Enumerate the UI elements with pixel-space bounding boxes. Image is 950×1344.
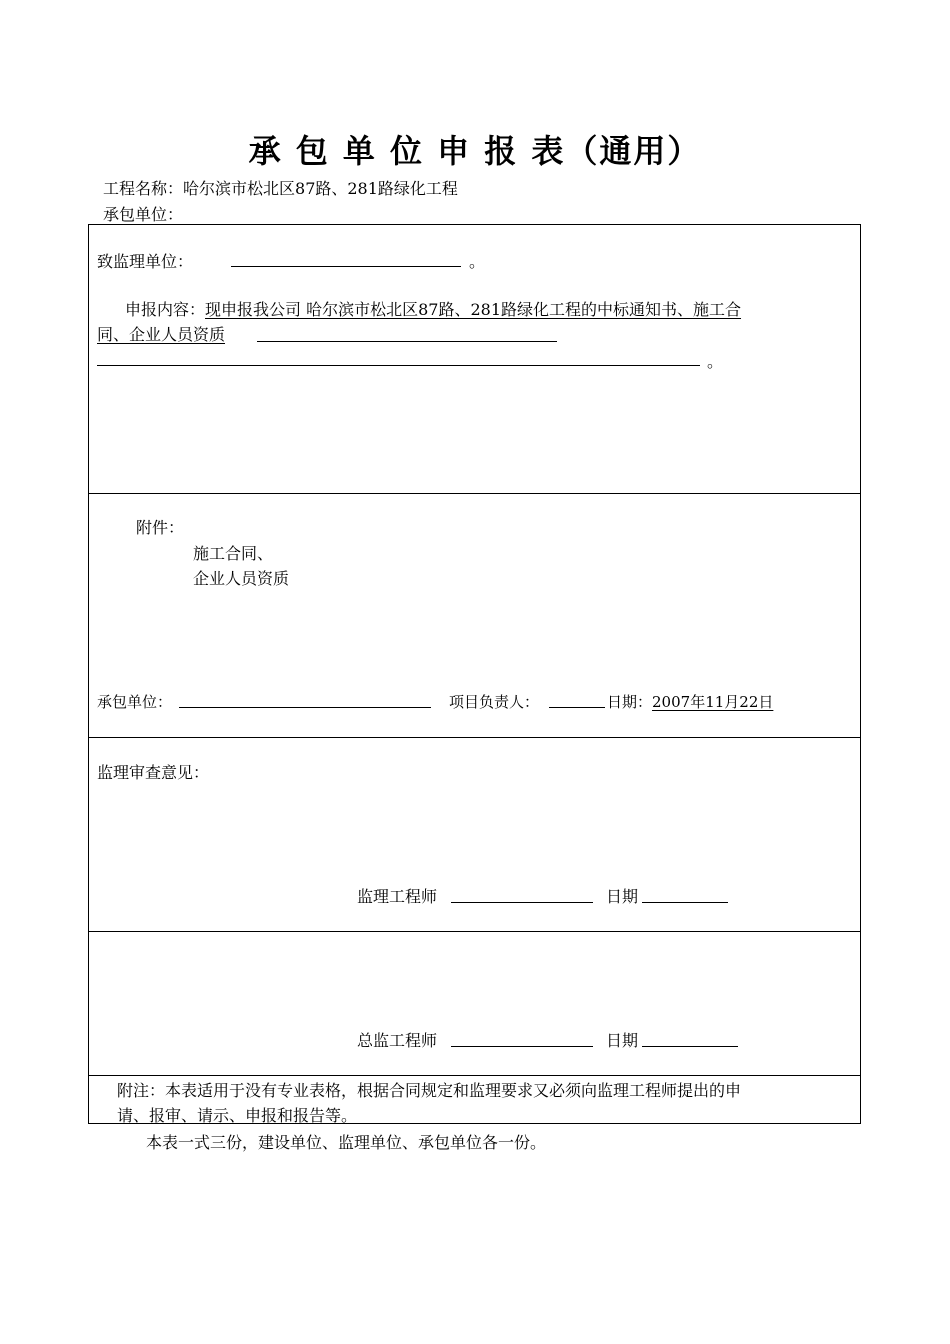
chief-date-label: 日期 <box>606 1031 639 1050</box>
chief-engineer-label: 总监工程师 <box>357 1031 438 1050</box>
engineer-date-blank[interactable] <box>642 902 728 903</box>
note-line-2: 请、报审、请示、申报和报告等。 <box>117 1106 358 1125</box>
opinion-label: 监理审查意见： <box>97 763 210 782</box>
manager-blank[interactable] <box>549 707 605 708</box>
project-name-label: 工程名称： <box>103 179 184 198</box>
form-table <box>88 224 861 1124</box>
contractor-label: 承包单位： <box>97 693 173 711</box>
attachment-item: 企业人员资质 <box>193 569 290 588</box>
date-row <box>607 691 773 712</box>
to-supervisor-label: 致监理单位： <box>97 252 194 271</box>
page-title: 承 包 单 位 申 报 表（通用） <box>248 132 702 170</box>
engineer-label: 监理工程师 <box>357 887 438 906</box>
date-value: 2007年11月22日 <box>652 693 774 711</box>
to-supervisor-blank[interactable] <box>231 266 461 267</box>
content-blank-2 <box>257 341 557 342</box>
row-divider <box>89 737 860 738</box>
attachment-item: 施工合同、 <box>193 544 274 563</box>
chief-date-blank[interactable] <box>642 1046 738 1047</box>
content-row-2 <box>97 322 225 345</box>
project-name-value: 哈尔滨市松北区87路、281路绿化工程 <box>183 179 458 198</box>
contractor-blank[interactable] <box>179 707 431 708</box>
date-label: 日期： <box>607 693 653 711</box>
note-line-1: 附注：本表适用于没有专业表格，根据合同规定和监理要求又必须向监理工程师提出的申 <box>117 1081 742 1100</box>
content-blank-3 <box>97 365 700 366</box>
engineer-date-label: 日期 <box>606 887 639 906</box>
attachments-label: 附件： <box>136 518 185 537</box>
period-mark: 。 <box>469 252 486 271</box>
row-divider <box>89 1075 860 1076</box>
project-name-row <box>103 176 458 199</box>
footer-note: 本表一式三份，建设单位、监理单位、承包单位各一份。 <box>146 1133 547 1152</box>
row-divider <box>89 493 860 494</box>
row-divider <box>89 931 860 932</box>
manager-label: 项目负责人： <box>449 693 540 711</box>
contractor-top-label: 承包单位： <box>103 205 184 224</box>
engineer-signature-blank[interactable] <box>451 902 593 903</box>
content-period: 。 <box>707 352 724 371</box>
chief-signature-blank[interactable] <box>451 1046 593 1047</box>
content-line-2: 同、企业人员资质 <box>97 325 226 344</box>
content-label: 申报内容： <box>125 300 206 319</box>
content-line-1: 现申报我公司 哈尔滨市松北区87路、281路绿化工程的中标通知书、施工合 <box>205 300 742 319</box>
content-row-1 <box>125 297 741 320</box>
